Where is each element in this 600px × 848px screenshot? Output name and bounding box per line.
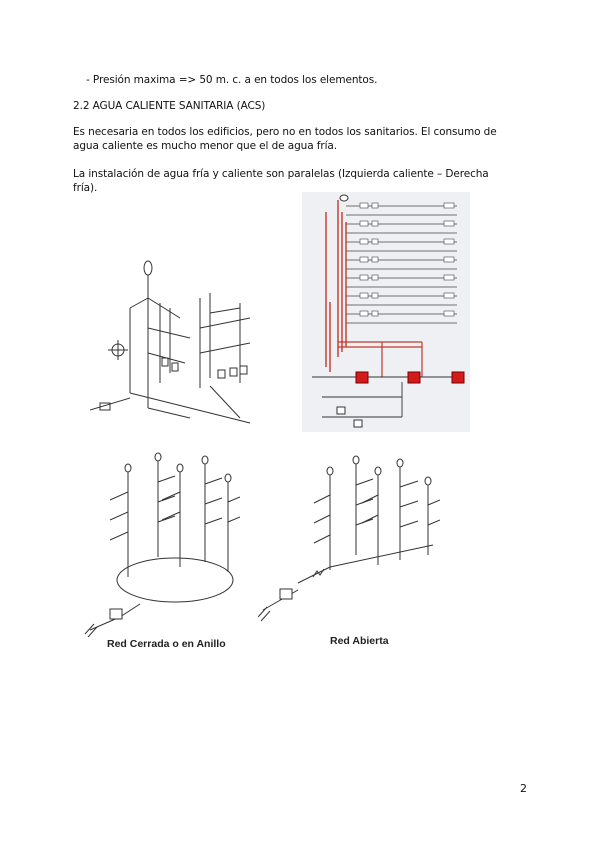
closed-ring-network-figure [80, 452, 240, 637]
paragraph-parallel: La instalación de agua fría y caliente son paralelas (Izquierda caliente – Derecha fría). [73, 168, 489, 194]
open-network-figure [258, 455, 440, 625]
pressure-bullet: - Presión maxima => 50 m. c. a en todos los elementos. [86, 74, 378, 86]
isometric-installation-figure [90, 258, 270, 428]
open-network-caption: Red Abierta [330, 635, 389, 647]
building-schematic-figure [302, 192, 470, 432]
paragraph-consumption: Es necesaria en todos los edificios, pero no en todos los sanitarios. El consumo de agua caliente es mucho menor que el de agua fría. [73, 126, 497, 152]
section-heading: 2.2 AGUA CALIENTE SANITARIA (ACS) [73, 100, 266, 112]
closed-network-caption: Red Cerrada o en Anillo [107, 638, 226, 650]
page-number: 2 [520, 782, 527, 795]
